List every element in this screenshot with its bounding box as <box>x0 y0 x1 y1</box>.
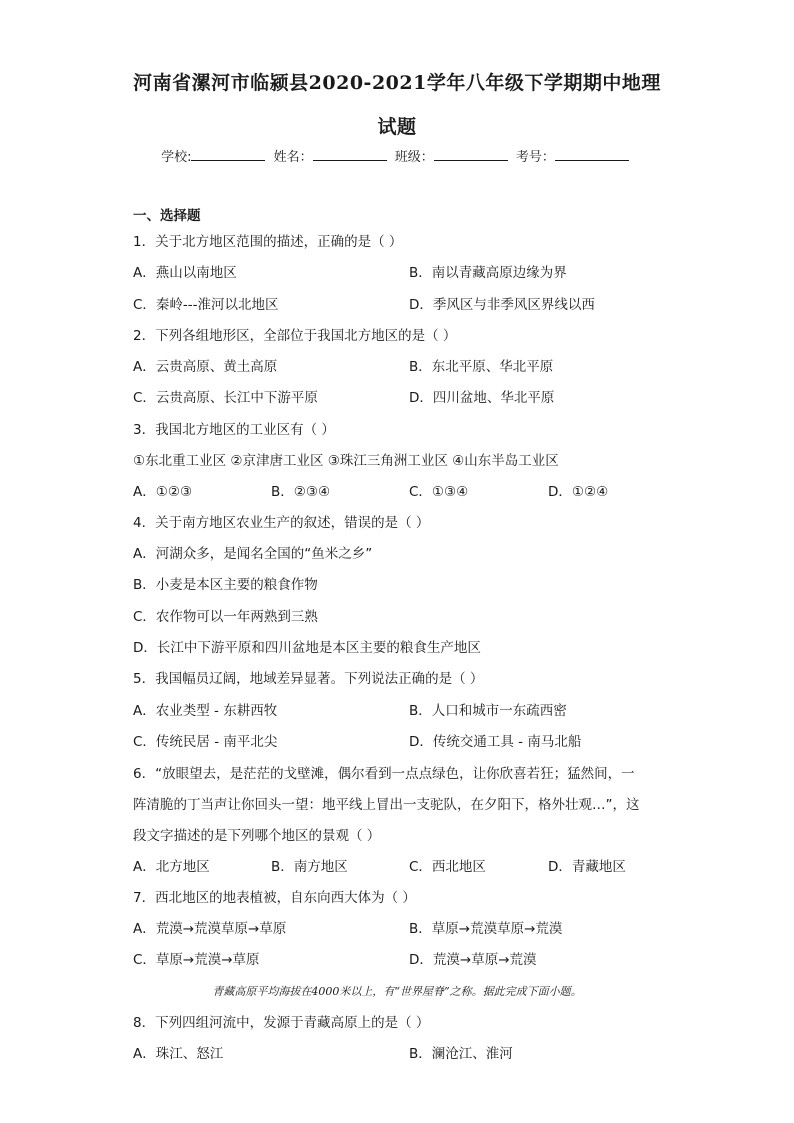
q5-option-c: C．传统民居 - 南平北尖 <box>133 734 278 750</box>
q6-stem-line1: 6．“放眼望去，是茫茫的戈壁滩，偶尔看到一点点绿色，让你欣喜若狂；猛然间，一 <box>133 766 635 782</box>
q6-stem-line3: 段文字描述的是下列哪个地区的景观（ ） <box>133 828 381 844</box>
name-blank[interactable] <box>313 147 387 161</box>
q1-stem: 1．关于北方地区范围的描述，正确的是（ ） <box>133 234 403 250</box>
section-heading: 一、选择题 <box>133 208 201 224</box>
q3-list: ①东北重工业区 ②京津唐工业区 ③珠江三角洲工业区 ④山东半岛工业区 <box>133 453 559 469</box>
q4-option-c: C．农作物可以一年两熟到三熟 <box>133 609 318 625</box>
q3-option-a: A．①②③ <box>133 484 193 500</box>
q7-stem: 7．西北地区的地表植被，自东向西大体为（ ） <box>133 890 416 906</box>
class-blank[interactable] <box>434 147 508 161</box>
q1-option-d: D．季风区与非季风区界线以西 <box>409 297 595 313</box>
q6-option-d: D．青藏地区 <box>548 859 626 875</box>
q8-option-b: B．澜沧江、淮河 <box>409 1046 513 1062</box>
q6-stem-line2: 阵清脆的丁当声让你回头一望：地平线上冒出一支驼队，在夕阳下，格外壮观…”，这 <box>133 797 640 813</box>
q3-option-b: B．②③④ <box>271 484 331 500</box>
q1-option-b: B．南以青藏高原边缘为界 <box>409 265 567 281</box>
school-label: 学校: <box>161 150 192 165</box>
q2-stem: 2．下列各组地形区，全部位于我国北方地区的是（ ） <box>133 328 457 344</box>
q7-option-c: C．草原→荒漠→草原 <box>133 952 260 968</box>
q8-stem: 8．下列四组河流中，发源于青藏高原上的是（ ） <box>133 1015 430 1031</box>
q3-option-c: C．①③④ <box>409 484 469 500</box>
q5-option-d: D．传统交通工具 - 南马北船 <box>409 734 582 750</box>
q3-stem: 3．我国北方地区的工业区有（ ） <box>133 422 335 438</box>
q7-option-b: B．草原→荒漠草原→荒漠 <box>409 921 563 937</box>
q1-option-c: C．秦岭---淮河以北地区 <box>133 297 279 313</box>
q6-option-a: A．北方地区 <box>133 859 210 875</box>
q2-option-b: B．东北平原、华北平原 <box>409 359 554 375</box>
passage-note: 青藏高原平均海拔在4000米以上，有“世界屋脊”之称。据此完成下面小题。 <box>212 985 582 998</box>
q4-option-b: B．小麦是本区主要的粮食作物 <box>133 577 318 593</box>
number-blank[interactable] <box>555 147 629 161</box>
q5-stem: 5．我国幅员辽阔，地域差异显著。下列说法正确的是（ ） <box>133 671 484 687</box>
q4-stem: 4．关于南方地区农业生产的叙述，错误的是（ ） <box>133 515 430 531</box>
q7-option-d: D．荒漠→草原→荒漠 <box>409 952 537 968</box>
exam-title-line2: 试题 <box>377 116 417 138</box>
student-info-line <box>0 146 794 165</box>
number-label: 考号： <box>515 150 555 165</box>
q2-option-c: C．云贵高原、长江中下游平原 <box>133 390 318 406</box>
q3-option-d: D．①②④ <box>548 484 609 500</box>
q2-option-a: A．云贵高原、黄土高原 <box>133 359 278 375</box>
q4-option-a: A．河湖众多，是闻名全国的“鱼米之乡” <box>133 546 373 562</box>
q2-option-d: D．四川盆地、华北平原 <box>409 390 555 406</box>
q4-option-d: D．长江中下游平原和四川盆地是本区主要的粮食生产地区 <box>133 640 481 656</box>
exam-title-line1: 河南省漯河市临颍县2020-2021学年八年级下学期期中地理 <box>133 72 661 94</box>
name-label: 姓名： <box>273 150 313 165</box>
q8-option-a: A．珠江、怒江 <box>133 1046 224 1062</box>
q6-option-c: C．西北地区 <box>409 859 486 875</box>
q7-option-a: A．荒漠→荒漠草原→草原 <box>133 921 287 937</box>
school-blank[interactable] <box>191 147 265 161</box>
class-label: 班级： <box>394 150 434 165</box>
q5-option-a: A．农业类型 - 东耕西牧 <box>133 703 278 719</box>
q5-option-b: B．人口和城市一东疏西密 <box>409 703 567 719</box>
q6-option-b: B．南方地区 <box>271 859 348 875</box>
q1-option-a: A．燕山以南地区 <box>133 265 237 281</box>
